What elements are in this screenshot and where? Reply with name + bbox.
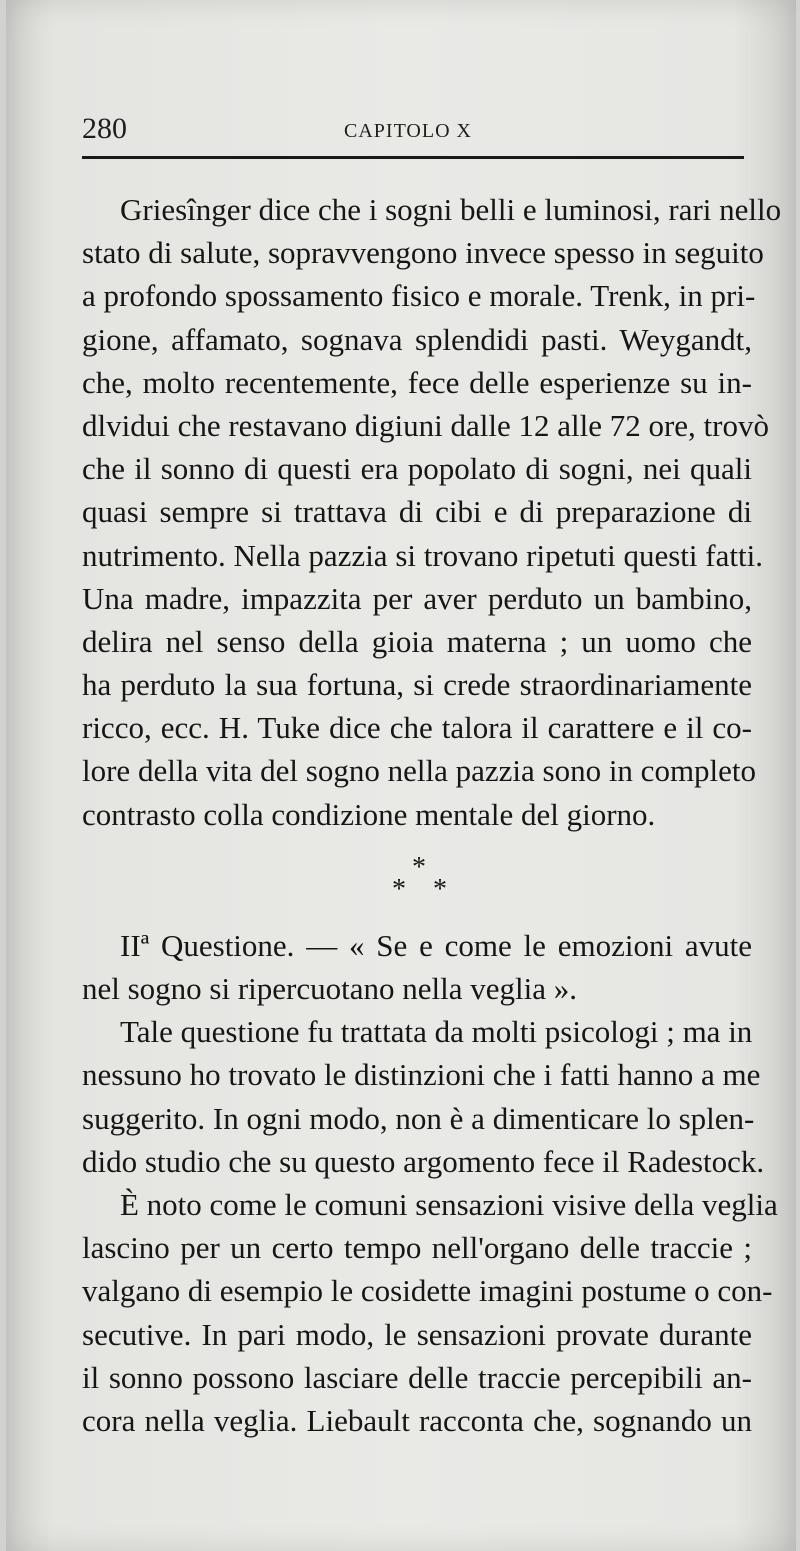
text-line: dido studio che su questo argomento fece il Radestock. (82, 1143, 765, 1179)
text-line: Una madre, impazzita per aver perduto un bambino, (82, 580, 752, 616)
text-line: nutrimento. Nella pazzia si trovano ripetuti questi fatti. (82, 537, 763, 573)
paragraph-2 (82, 1010, 765, 1183)
book-page (6, 0, 796, 1551)
text-line: contrasto colla condizione mentale del giorno. (82, 796, 656, 832)
section-asterism (82, 836, 752, 924)
text-line: valgano di esempio le cosidette imagini postume o con- (82, 1273, 773, 1309)
text-line: che, molto recentemente, fece delle esperienze su in- (82, 364, 752, 400)
running-head: CAPITOLO X (344, 120, 472, 142)
text-line: ha perduto la sua fortuna, si crede straordinariamente (82, 667, 752, 703)
text-line: a profondo spossamento fisico e morale. Trenk, in pri- (82, 278, 756, 314)
text-line: Tale questione fu trattata da molti psicologi ; ma in (120, 1014, 753, 1050)
text-line: suggerito. In ogni modo, non è a dimenticare lo splen- (82, 1100, 755, 1136)
asterism-bottom: * * (392, 873, 457, 905)
text-line: il sonno possono lasciare delle traccie percepibili an- (82, 1359, 752, 1395)
text-line: quasi sempre si trattava di cibi e di preparazione di (82, 494, 752, 530)
text-line: dlvidui che restavano digiuni dalle 12 alle 72 ore, trovò (82, 407, 769, 443)
text-line: nessuno ho trovato le distinzioni che i fatti hanno a me (82, 1057, 761, 1093)
text-line: stato di salute, sopravvengono invece spesso in seguito (82, 235, 764, 271)
text-line: Griesînger dice che i sogni belli e luminosi, rari nello (120, 192, 782, 227)
page-number: 280 (82, 112, 127, 145)
paragraph-1 (82, 188, 782, 836)
text-line: che il sonno di questi era popolato di sogni, nei quali (82, 451, 752, 487)
text-line: ricco, ecc. H. Tuke dice che talora il carattere e il co- (82, 710, 752, 746)
question-heading (82, 924, 752, 1010)
text-line: secutive. In pari modo, le sensazioni provate durante (82, 1316, 752, 1352)
text-line: cora nella veglia. Liebault racconta che, sognando un (82, 1402, 752, 1438)
text-line: nel sogno si ripercuotano nella veglia ». (82, 971, 578, 1006)
text-line: gione, affamato, sognava splendidi pasti. Weygandt, (82, 321, 752, 357)
text-line: È noto come le comuni sensazioni visive della veglia (120, 1186, 778, 1222)
text-line: lore della vita del sogno nella pazzia sono in completo (82, 753, 757, 789)
body-text (82, 188, 782, 1442)
asterism-top: * (412, 851, 426, 883)
text-line: IIª Questione. — « Se e come le emozioni avute (120, 927, 752, 963)
page-header (82, 112, 742, 152)
text-line: delira nel senso della gioia materna ; un uomo che (82, 623, 752, 659)
paragraph-3 (82, 1183, 778, 1442)
text-line: lascino per un certo tempo nell'organo delle traccie ; (82, 1230, 752, 1266)
header-rule (82, 156, 744, 159)
